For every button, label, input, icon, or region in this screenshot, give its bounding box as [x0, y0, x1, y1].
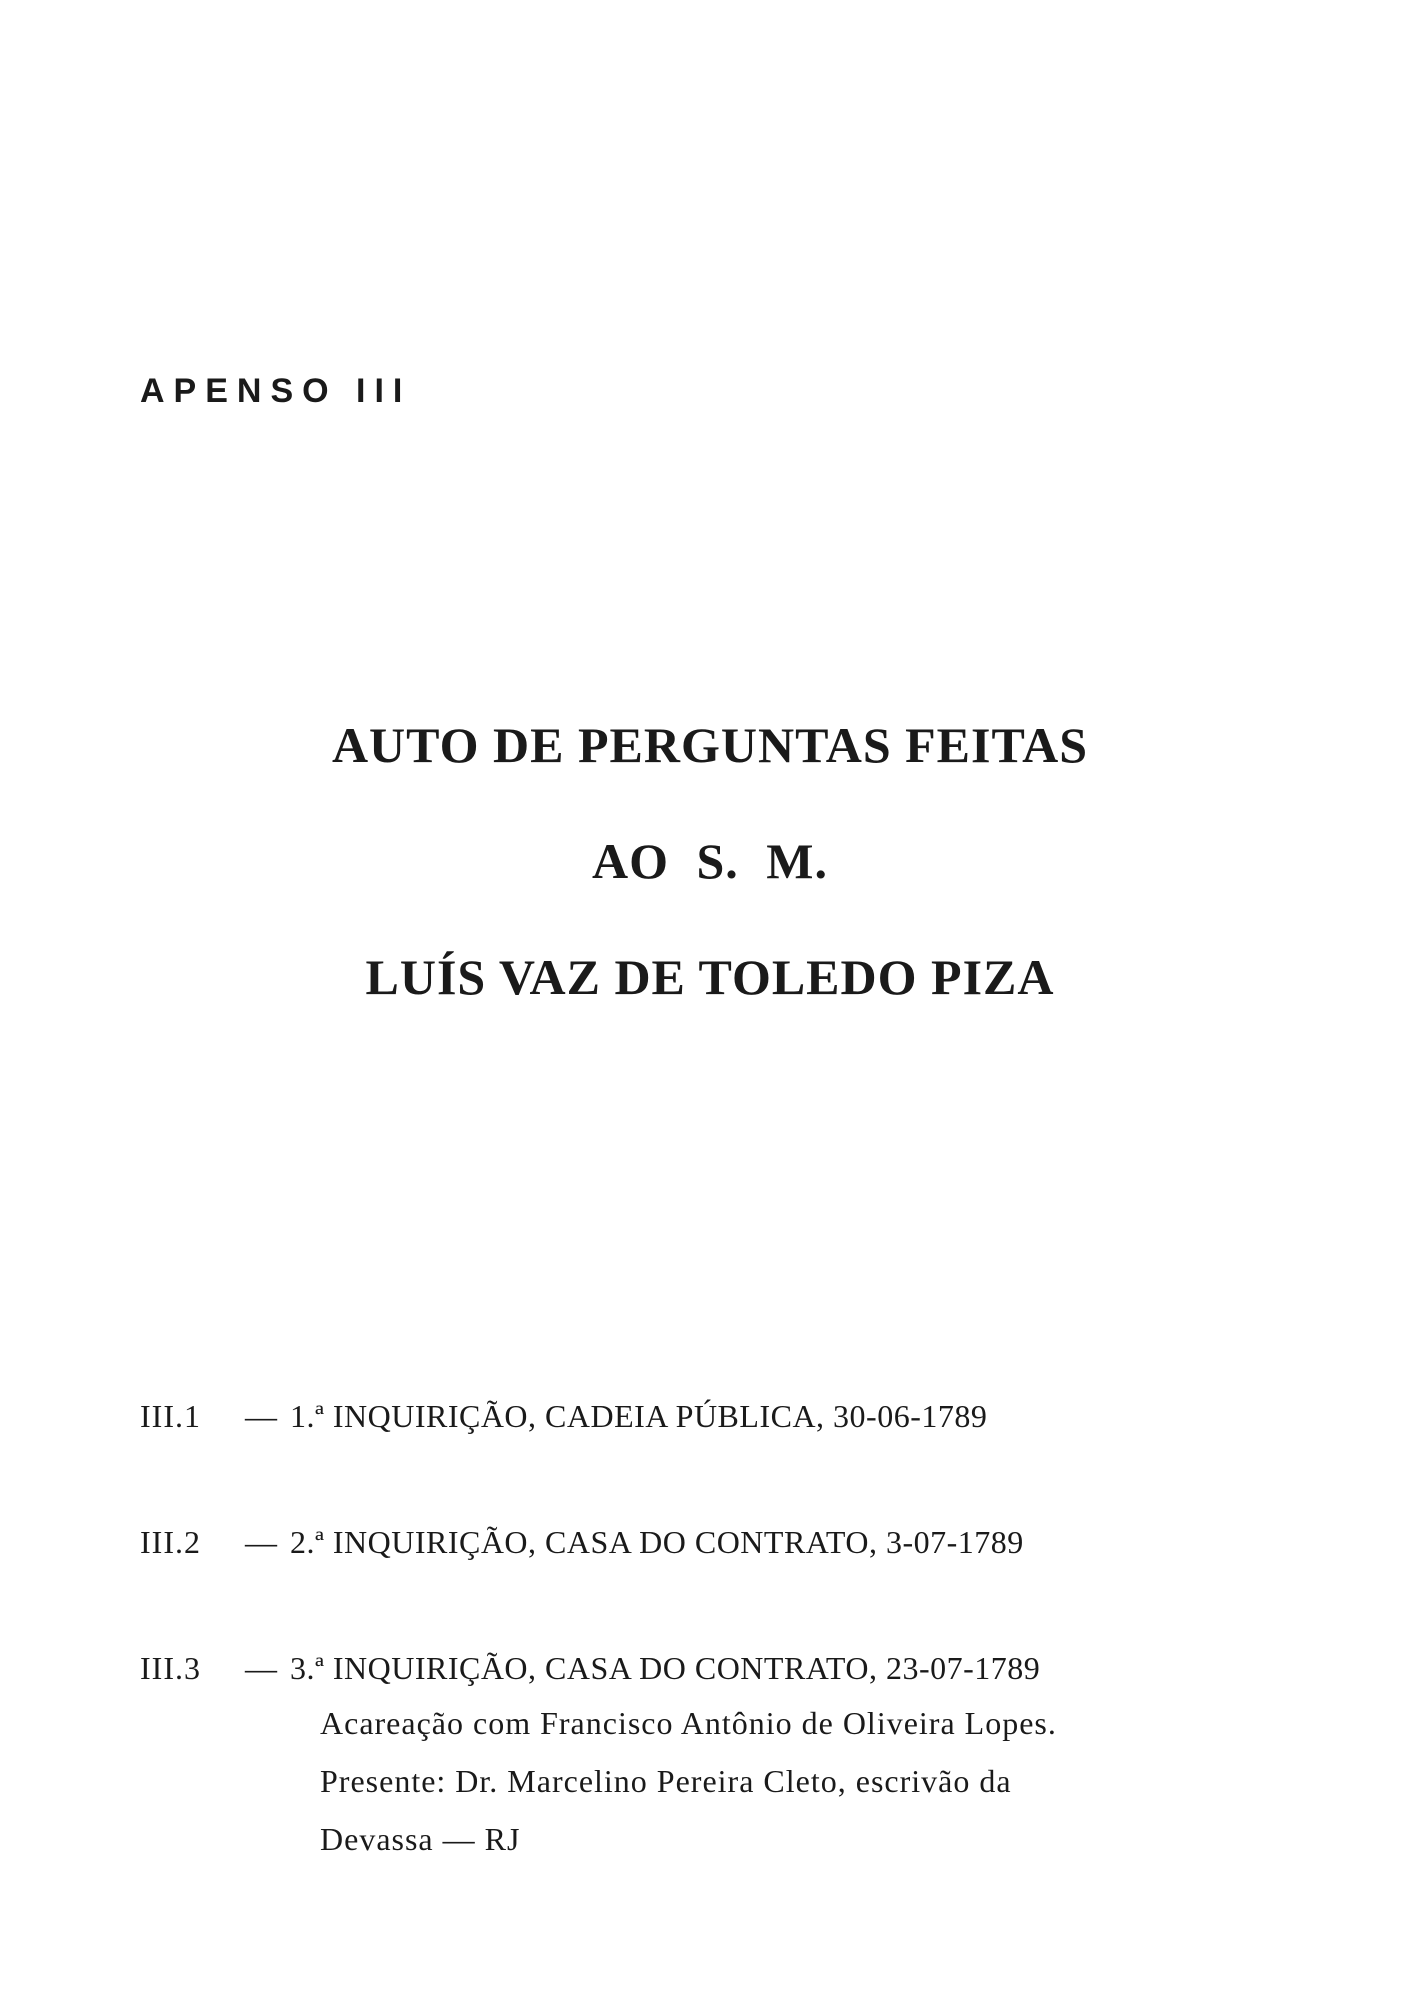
entry-note	[320, 1694, 1320, 1868]
toc-entry-1	[140, 1396, 1300, 1436]
entry-number: III.1	[140, 1398, 201, 1434]
title-line-2: AO S. M.	[592, 833, 828, 889]
entry-number: III.3	[140, 1650, 201, 1686]
appendix-label: APENSO III	[140, 372, 412, 410]
entry-note-line-2: Presente: Dr. Marcelino Pereira Cleto, escrivão da	[320, 1763, 1012, 1799]
table-of-contents	[140, 1396, 1300, 1868]
toc-entry-3	[140, 1648, 1300, 1868]
title-line-3: LUÍS VAZ DE TOLEDO PIZA	[365, 949, 1055, 1005]
toc-entry-2	[140, 1522, 1300, 1562]
entry-title: 3.ª INQUIRIÇÃO, CASA DO CONTRATO, 23-07-1789	[290, 1650, 1041, 1686]
entry-note-line-1: Acareação com Francisco Antônio de Oliveira Lopes.	[320, 1705, 1057, 1741]
title-line-1: AUTO DE PERGUNTAS FEITAS	[331, 717, 1089, 773]
document-title	[0, 717, 1420, 1005]
entry-title: 1.ª INQUIRIÇÃO, CADEIA PÚBLICA, 30-06-1789	[290, 1398, 988, 1434]
entry-dash: —	[245, 1650, 277, 1686]
entry-dash: —	[245, 1524, 277, 1560]
entry-dash: —	[245, 1398, 277, 1434]
entry-title: 2.ª INQUIRIÇÃO, CASA DO CONTRATO, 3-07-1789	[290, 1524, 1024, 1560]
entry-note-line-3: Devassa — RJ	[320, 1821, 521, 1857]
entry-number: III.2	[140, 1524, 201, 1560]
